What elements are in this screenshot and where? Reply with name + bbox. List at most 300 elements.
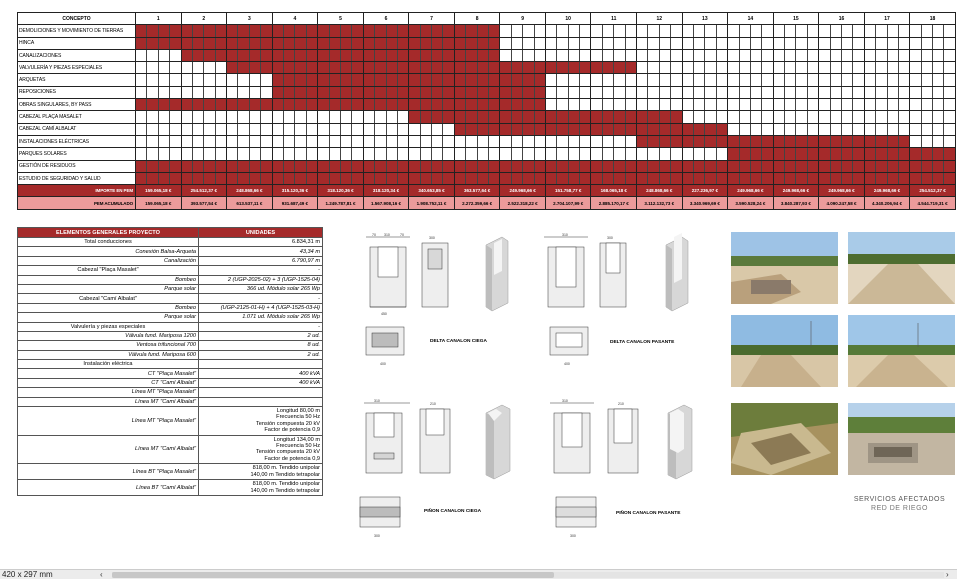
gantt-task-row <box>18 123 956 135</box>
gantt-month-cell <box>591 86 637 98</box>
gantt-task-row <box>18 25 956 37</box>
gantt-month-cell <box>272 62 318 74</box>
elements-row <box>18 284 323 293</box>
pem-accumulated-row-value: 1.567.908,16 € <box>363 197 409 209</box>
status-bar <box>0 569 957 579</box>
pem-accumulated-row <box>18 197 956 209</box>
gantt-month-cell <box>136 25 182 37</box>
gantt-month-cell <box>454 172 500 184</box>
gantt-month-cell <box>637 62 683 74</box>
pem-accumulated-row-value: 2.885.170,17 € <box>591 197 637 209</box>
elements-row-label: CT "Plaça Masalet" <box>18 369 199 378</box>
gantt-month-cell <box>227 86 273 98</box>
gantt-month-cell <box>136 62 182 74</box>
gantt-month-cell <box>910 148 956 160</box>
elements-row-label: Línea MT "Plaça Masalet" <box>18 388 199 397</box>
gantt-task-row <box>18 86 956 98</box>
gantt-month-cell <box>454 123 500 135</box>
pem-accumulated-row-label: PEM ACUMULADO <box>18 197 136 209</box>
pem-accumulated-row-value: 931.687,49 € <box>272 197 318 209</box>
elements-row-label: Línea MT "Plaça Masalet" <box>18 407 199 436</box>
pem-accumulated-row-value: 159.065,18 € <box>136 197 182 209</box>
svg-text:300: 300 <box>570 534 576 538</box>
gantt-month-cell <box>227 172 273 184</box>
gantt-month-cell <box>637 86 683 98</box>
gantt-task-label: CANALIZACIONES <box>18 49 136 61</box>
elements-row <box>18 378 323 387</box>
gantt-month-cell <box>500 172 546 184</box>
gantt-month-cell <box>545 62 591 74</box>
gantt-month-cell <box>500 123 546 135</box>
pem-row-value: 254.512,37 € <box>181 185 227 197</box>
elements-row-label: Valvulería y piezas especiales <box>18 322 199 331</box>
gantt-month-cell <box>819 160 865 172</box>
gantt-month-cell <box>728 172 774 184</box>
elements-row <box>18 341 323 350</box>
pem-row-value: 340.653,85 € <box>409 185 455 197</box>
gantt-month-cell <box>545 135 591 147</box>
elements-col-concept: ELEMENTOS GENERALES PROYECTO <box>18 228 199 238</box>
elements-row-label: Canalización <box>18 256 199 265</box>
gantt-month-cell <box>591 160 637 172</box>
gantt-month-cell <box>773 49 819 61</box>
gantt-task-row <box>18 99 956 111</box>
elements-row-value: - <box>199 266 323 275</box>
photo-service-4 <box>848 315 955 387</box>
gantt-month-cell <box>773 74 819 86</box>
gantt-month-cell <box>910 99 956 111</box>
gantt-month-cell <box>363 74 409 86</box>
gantt-month-cell <box>363 111 409 123</box>
page-size-label: 420 x 297 mm <box>2 570 53 579</box>
gantt-month-cell <box>773 172 819 184</box>
gantt-month-cell <box>591 49 637 61</box>
elements-row-value: Longitud 134,00 m Frecuencia 50 Hz Tensión compuesta 20 kV Factor de potencia 0,9 <box>199 435 323 464</box>
gantt-month-cell <box>545 74 591 86</box>
gantt-month-cell <box>637 160 683 172</box>
gantt-month-cell <box>136 172 182 184</box>
gantt-month-header: 6 <box>363 13 409 25</box>
gantt-month-cell <box>819 25 865 37</box>
svg-text:400: 400 <box>380 362 386 366</box>
gantt-month-cell <box>500 160 546 172</box>
gantt-month-cell <box>363 25 409 37</box>
elements-row-value: 1.071 ud. Módulo solar 265 Wp <box>199 313 323 322</box>
gantt-task-row <box>18 160 956 172</box>
scroll-right-button[interactable]: › <box>946 570 949 579</box>
elements-row-value: 400 kVA <box>199 369 323 378</box>
pem-accumulated-row-value: 3.590.528,24 € <box>728 197 774 209</box>
elements-row <box>18 275 323 284</box>
gantt-month-cell <box>500 49 546 61</box>
gantt-month-cell <box>637 37 683 49</box>
gantt-month-cell <box>227 62 273 74</box>
gantt-month-cell <box>682 148 728 160</box>
elements-row-value <box>199 397 323 406</box>
gantt-month-cell <box>227 148 273 160</box>
gantt-month-cell <box>773 123 819 135</box>
gantt-month-cell <box>728 111 774 123</box>
elements-row-value: 2 ud. <box>199 331 323 340</box>
gantt-task-label: PARQUES SOLARES <box>18 148 136 160</box>
gantt-month-cell <box>454 86 500 98</box>
gantt-month-cell <box>363 123 409 135</box>
svg-text:310: 310 <box>562 399 568 403</box>
gantt-month-cell <box>318 111 364 123</box>
gantt-month-cell <box>363 86 409 98</box>
gantt-month-cell <box>454 37 500 49</box>
gantt-month-cell <box>272 49 318 61</box>
pem-row-value: 249.968,66 € <box>500 185 546 197</box>
gantt-schedule <box>17 12 955 211</box>
gantt-month-cell <box>227 123 273 135</box>
gantt-month-cell <box>591 25 637 37</box>
gantt-month-header: 17 <box>864 13 910 25</box>
pem-row-value: 363.577,64 € <box>454 185 500 197</box>
elements-row-value <box>199 388 323 397</box>
gantt-month-cell <box>864 111 910 123</box>
pem-row-value: 249.968,66 € <box>819 185 865 197</box>
gantt-month-cell <box>773 25 819 37</box>
elements-row <box>18 247 323 256</box>
gantt-month-cell <box>181 99 227 111</box>
gantt-month-cell <box>910 62 956 74</box>
svg-text:300: 300 <box>374 534 380 538</box>
gantt-month-cell <box>181 62 227 74</box>
gantt-month-cell <box>545 160 591 172</box>
gantt-month-cell <box>728 148 774 160</box>
elements-row <box>18 360 323 369</box>
pem-row-value: 248.868,66 € <box>637 185 683 197</box>
gantt-month-cell <box>591 111 637 123</box>
drawing-delta-pasante <box>534 233 714 373</box>
elements-header-row <box>18 228 323 238</box>
elements-row <box>18 369 323 378</box>
elements-row-value: Longitud 80,00 m Frecuencia 50 Hz Tensión compuesta 20 kV Factor de potencia 0,9 <box>199 407 323 436</box>
caption-delta-pasante: DELTA CANALON PASANTE <box>610 340 675 345</box>
gantt-month-cell <box>819 111 865 123</box>
gantt-month-cell <box>409 99 455 111</box>
gantt-month-header: 8 <box>454 13 500 25</box>
elements-table <box>17 227 322 496</box>
pem-accumulated-row-value: 613.537,11 € <box>227 197 273 209</box>
elements-row-value: 2 ud. <box>199 350 323 359</box>
gantt-month-cell <box>728 25 774 37</box>
gantt-month-cell <box>864 123 910 135</box>
gantt-month-cell <box>819 86 865 98</box>
gantt-month-header: 4 <box>272 13 318 25</box>
gantt-month-cell <box>910 37 956 49</box>
elements-row-label: Línea BT "Plaça Masalet" <box>18 464 199 480</box>
gantt-month-cell <box>545 99 591 111</box>
gantt-month-cell <box>454 160 500 172</box>
gantt-month-cell <box>728 62 774 74</box>
gantt-task-label: ARQUETAS <box>18 74 136 86</box>
elements-row-value: - <box>199 294 323 303</box>
gantt-month-cell <box>227 160 273 172</box>
pem-accumulated-row-value: 3.340.969,69 € <box>682 197 728 209</box>
elements-row-label: Línea BT "Camí Albalat" <box>18 480 199 496</box>
svg-text:300: 300 <box>429 236 435 240</box>
elements-row-label: Bombeo <box>18 275 199 284</box>
gantt-month-cell <box>454 99 500 111</box>
pem-accumulated-row-value: 4.340.206,94 € <box>864 197 910 209</box>
gantt-month-cell <box>272 86 318 98</box>
gantt-month-cell <box>409 62 455 74</box>
elements-row-value: 400 kVA <box>199 378 323 387</box>
gantt-month-cell <box>682 49 728 61</box>
gantt-month-cell <box>819 49 865 61</box>
gantt-month-cell <box>910 172 956 184</box>
gantt-month-cell <box>910 123 956 135</box>
gantt-month-cell <box>500 148 546 160</box>
gantt-month-cell <box>181 111 227 123</box>
gantt-month-cell <box>227 49 273 61</box>
gantt-month-cell <box>181 37 227 49</box>
pem-row-value: 168.065,18 € <box>591 185 637 197</box>
scroll-left-button[interactable]: ‹ <box>100 570 103 579</box>
gantt-month-cell <box>728 37 774 49</box>
gantt-month-cell <box>864 135 910 147</box>
elements-row-value: 6.834,31 m <box>199 238 323 247</box>
gantt-month-cell <box>682 123 728 135</box>
gantt-month-cell <box>773 86 819 98</box>
gantt-task-label: HINCA <box>18 37 136 49</box>
elements-row <box>18 331 323 340</box>
elements-row-label: Válvula fund. Mariposa 1200 <box>18 331 199 340</box>
gantt-month-cell <box>454 111 500 123</box>
elements-row <box>18 266 323 275</box>
elements-row <box>18 464 323 480</box>
gantt-month-header: 14 <box>728 13 774 25</box>
gantt-task-label: CABEZAL CAMÍ ALBALAT <box>18 123 136 135</box>
gantt-month-header: 5 <box>318 13 364 25</box>
gantt-month-cell <box>318 25 364 37</box>
pem-row-value: 249.968,66 € <box>864 185 910 197</box>
gantt-month-cell <box>500 62 546 74</box>
pem-accumulated-row-value: 1.908.752,11 € <box>409 197 455 209</box>
gantt-task-label: VALVULERÍA Y PIEZAS ESPECIALES <box>18 62 136 74</box>
pem-accumulated-row-value: 4.544.719,31 € <box>910 197 956 209</box>
gantt-month-cell <box>637 148 683 160</box>
gantt-month-cell <box>728 74 774 86</box>
gantt-month-header: 18 <box>910 13 956 25</box>
gantt-month-cell <box>682 74 728 86</box>
gantt-month-cell <box>773 99 819 111</box>
gantt-month-cell <box>728 160 774 172</box>
gantt-month-cell <box>500 135 546 147</box>
gantt-month-cell <box>272 99 318 111</box>
gantt-month-cell <box>500 25 546 37</box>
gantt-month-cell <box>545 86 591 98</box>
pem-accumulated-row-value: 3.840.287,93 € <box>773 197 819 209</box>
gantt-task-label: OBRAS SINGULARES, BY PASS <box>18 99 136 111</box>
gantt-month-cell <box>318 74 364 86</box>
drawing-pinon-ciega <box>340 399 530 544</box>
gantt-month-cell <box>272 172 318 184</box>
pem-accumulated-row-value: 4.090.247,58 € <box>819 197 865 209</box>
gantt-month-cell <box>409 135 455 147</box>
gantt-month-cell <box>363 160 409 172</box>
pem-row-value: 249.968,66 € <box>728 185 774 197</box>
gantt-month-cell <box>454 62 500 74</box>
gantt-month-cell <box>864 160 910 172</box>
pem-accumulated-row-value: 1.249.787,81 € <box>318 197 364 209</box>
gantt-month-cell <box>682 160 728 172</box>
gantt-month-cell <box>318 160 364 172</box>
photo-service-2 <box>848 232 955 304</box>
gantt-month-cell <box>454 148 500 160</box>
gantt-month-cell <box>728 99 774 111</box>
gantt-month-cell <box>181 86 227 98</box>
gantt-month-header: 9 <box>500 13 546 25</box>
gantt-month-cell <box>819 62 865 74</box>
elements-row-label: Línea MT "Camí Albalat" <box>18 397 199 406</box>
gantt-month-cell <box>500 111 546 123</box>
gantt-month-cell <box>272 160 318 172</box>
gantt-month-cell <box>637 99 683 111</box>
gantt-month-cell <box>682 135 728 147</box>
gantt-month-cell <box>318 135 364 147</box>
gantt-month-cell <box>591 99 637 111</box>
elements-row <box>18 350 323 359</box>
gantt-month-cell <box>864 62 910 74</box>
gantt-month-cell <box>181 123 227 135</box>
gantt-month-cell <box>272 37 318 49</box>
gantt-month-cell <box>637 172 683 184</box>
elements-row <box>18 407 323 436</box>
elements-row-label: Cabezal "Camí Albalat" <box>18 294 199 303</box>
gantt-month-cell <box>409 74 455 86</box>
elements-row <box>18 388 323 397</box>
gantt-month-cell <box>545 25 591 37</box>
gantt-month-cell <box>864 99 910 111</box>
pem-accumulated-row-value: 2.522.318,22 € <box>500 197 546 209</box>
pem-row <box>18 185 956 197</box>
gantt-month-cell <box>136 111 182 123</box>
gantt-month-cell <box>409 111 455 123</box>
elements-row-value: 818,00 m. Tendido unipolar 140,00 m Tendido tetrapolar <box>199 480 323 496</box>
gantt-month-cell <box>637 123 683 135</box>
photo-service-6 <box>848 403 955 475</box>
gantt-month-cell <box>363 172 409 184</box>
elements-row-value: 6.790,97 m <box>199 256 323 265</box>
gantt-task-label: ESTUDIO DE SEGURIDAD Y SALUD <box>18 172 136 184</box>
gantt-task-row <box>18 62 956 74</box>
photo-service-3 <box>731 315 838 387</box>
elements-row-label: Línea MT "Camí Albalat" <box>18 435 199 464</box>
elements-row-value <box>199 360 323 369</box>
gantt-month-cell <box>773 160 819 172</box>
gantt-month-cell <box>545 148 591 160</box>
gantt-month-cell <box>545 37 591 49</box>
gantt-month-cell <box>318 62 364 74</box>
gantt-month-cell <box>136 135 182 147</box>
pem-accumulated-row-value: 3.112.132,73 € <box>637 197 683 209</box>
svg-text:400: 400 <box>564 362 570 366</box>
pem-accumulated-row-value: 2.704.107,99 € <box>545 197 591 209</box>
gantt-month-cell <box>272 25 318 37</box>
gantt-month-cell <box>136 148 182 160</box>
gantt-month-cell <box>682 25 728 37</box>
gantt-month-cell <box>864 37 910 49</box>
gantt-month-cell <box>545 49 591 61</box>
gantt-month-cell <box>682 172 728 184</box>
elements-row-value: - <box>199 322 323 331</box>
pem-row-value: 151.758,77 € <box>545 185 591 197</box>
gantt-month-header: 7 <box>409 13 455 25</box>
gantt-month-header: 3 <box>227 13 273 25</box>
gantt-month-cell <box>500 99 546 111</box>
pem-row-value: 248.868,66 € <box>227 185 273 197</box>
elements-row <box>18 397 323 406</box>
gantt-month-cell <box>819 135 865 147</box>
gantt-month-cell <box>363 49 409 61</box>
gantt-month-cell <box>409 49 455 61</box>
gantt-month-cell <box>272 123 318 135</box>
gantt-month-cell <box>181 74 227 86</box>
pem-row-value: 254.512,37 € <box>910 185 956 197</box>
pem-row-value: 227.236,97 € <box>682 185 728 197</box>
svg-text:210: 210 <box>618 402 624 406</box>
gantt-month-cell <box>682 37 728 49</box>
gantt-month-cell <box>318 37 364 49</box>
pem-row-value: 159.065,18 € <box>136 185 182 197</box>
gantt-month-cell <box>819 148 865 160</box>
svg-text:450: 450 <box>381 312 387 316</box>
gantt-month-cell <box>409 172 455 184</box>
elements-row-label: Parque solar <box>18 284 199 293</box>
gantt-month-cell <box>363 37 409 49</box>
gantt-month-cell <box>136 37 182 49</box>
gantt-month-cell <box>637 49 683 61</box>
gantt-month-cell <box>227 111 273 123</box>
gantt-month-cell <box>819 74 865 86</box>
gantt-month-cell <box>363 62 409 74</box>
photo-service-1 <box>731 232 838 304</box>
gantt-task-row <box>18 172 956 184</box>
elements-row-value: (UGP-2125-01-H) + 4 (UGP-1525-03-H) <box>199 303 323 312</box>
gantt-month-cell <box>591 74 637 86</box>
horizontal-scrollbar[interactable] <box>112 572 944 578</box>
elements-row <box>18 435 323 464</box>
gantt-month-cell <box>181 25 227 37</box>
elements-row-label: Instalación eléctrica <box>18 360 199 369</box>
elements-row <box>18 313 323 322</box>
gantt-month-cell <box>910 49 956 61</box>
gantt-month-cell <box>227 37 273 49</box>
gantt-task-label: INSTALACIONES ELÉCTRICAS <box>18 135 136 147</box>
gantt-task-label: GESTIÓN DE RESIDUOS <box>18 160 136 172</box>
gantt-month-cell <box>864 49 910 61</box>
svg-text:300: 300 <box>607 236 613 240</box>
gantt-month-cell <box>728 49 774 61</box>
gantt-month-cell <box>318 49 364 61</box>
scrollbar-thumb[interactable] <box>112 572 554 578</box>
gantt-month-cell <box>545 123 591 135</box>
gantt-month-cell <box>318 172 364 184</box>
gantt-month-cell <box>728 86 774 98</box>
gantt-month-cell <box>181 148 227 160</box>
gantt-month-cell <box>819 99 865 111</box>
drawing-delta-ciega <box>356 233 536 373</box>
gantt-month-header: 15 <box>773 13 819 25</box>
gantt-month-cell <box>910 74 956 86</box>
gantt-month-cell <box>591 135 637 147</box>
gantt-month-header: 13 <box>682 13 728 25</box>
elements-row-value: 366 ud. Módulo solar 265 Wp <box>199 284 323 293</box>
gantt-month-cell <box>272 74 318 86</box>
